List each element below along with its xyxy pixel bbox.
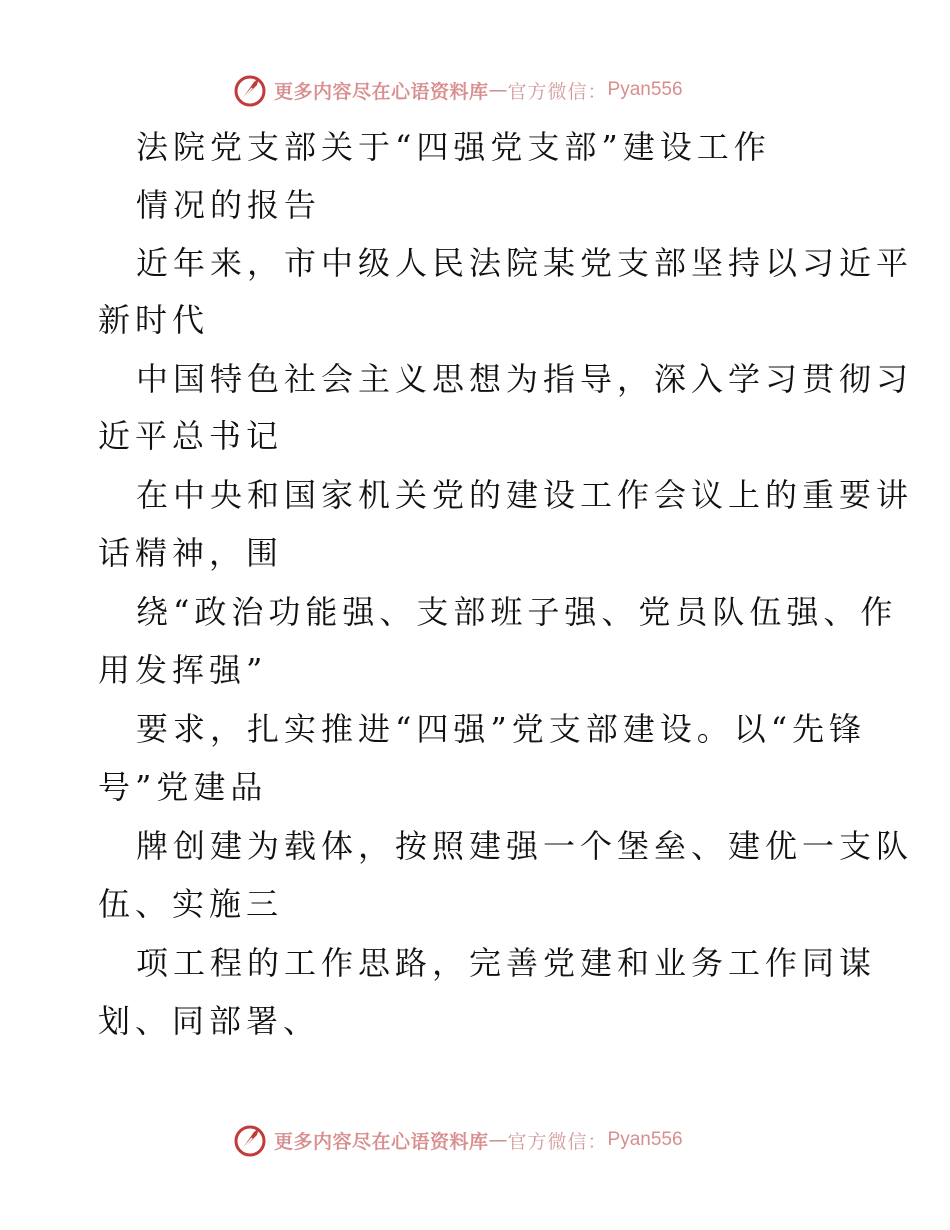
body-line: 话精神，围	[98, 534, 284, 572]
title-line: 情况的报告	[136, 186, 322, 224]
watermark-separator: —	[488, 79, 508, 101]
body-line: 中国特色社会主义思想为指导，深入学习贯彻习	[136, 360, 914, 398]
body-line: 项工程的工作思路，完善党建和业务工作同谋	[136, 944, 877, 982]
body-line: 近平总书记	[98, 417, 284, 455]
body-line: 要求，扎实推进“四强”党支部建设。以“先锋	[136, 710, 867, 748]
watermark-wechat-id: Pyan556	[607, 1129, 683, 1150]
body-line: 伍、实施三	[98, 885, 284, 923]
quill-logo-icon	[232, 72, 268, 108]
watermark-wechat-label: 官方微信：	[507, 80, 608, 103]
body-line: 号”党建品	[98, 768, 268, 806]
quill-logo-icon	[232, 1122, 268, 1158]
footer-watermark	[232, 1120, 683, 1160]
body-line: 用发挥强”	[98, 651, 268, 689]
body-line: 在中央和国家机关党的建设工作会议上的重要讲	[136, 476, 914, 514]
body-line: 牌创建为载体，按照建强一个堡垒、建优一支队	[136, 827, 914, 865]
body-line: 绕“政治功能强、支部班子强、党员队伍强、作	[136, 593, 898, 631]
watermark-wechat-label: 官方微信：	[507, 1130, 608, 1153]
watermark-site-text: 更多内容尽在心语资料库	[274, 1130, 489, 1153]
body-line: 划、同部署、	[98, 1002, 321, 1040]
watermark-site-text: 更多内容尽在心语资料库	[274, 80, 489, 103]
body-line: 新时代	[98, 301, 210, 339]
watermark-separator: —	[488, 1129, 508, 1151]
body-line: 近年来，市中级人民法院某党支部坚持以习近平	[136, 244, 914, 282]
title-line: 法院党支部关于“四强党支部”建设工作	[136, 128, 771, 166]
watermark-wechat-id: Pyan556	[607, 79, 683, 100]
header-watermark	[232, 70, 683, 110]
